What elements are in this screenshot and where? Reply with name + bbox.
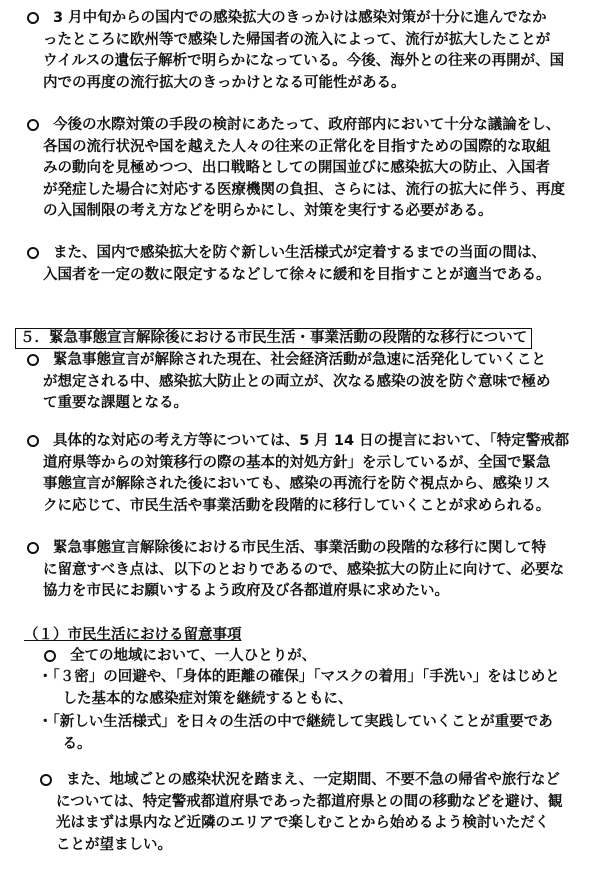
paragraph-line: 入国者を一定の数に限定するなどして徐々に緩和を目指すことが適当である。 (43, 266, 551, 283)
circle-bullet-icon (27, 247, 39, 259)
circle-bullet-icon (27, 542, 39, 554)
dash-list-line: ・「新しい生活様式」を日々の生活の中で継続して実践していくことが重要であ (38, 714, 553, 730)
paragraph-line: ウイルスの遺伝子解析で明らかになっている。今後、海外との往来の再開が、国 (43, 53, 565, 69)
section-5-paragraph-3 (27, 538, 564, 603)
paragraph-line: ことが望ましい。 (56, 836, 172, 853)
paragraph-line: また、地域ごとの感染状況を踏まえ、一定期間、不要不急の帰省や旅行など (66, 772, 560, 788)
section-5-paragraph-2 (27, 431, 569, 517)
paragraph-line: 内での再度の流行拡大のきっかけとなる可能性がある。 (43, 74, 406, 91)
paragraph-1 (27, 8, 564, 94)
paragraph-line: 今後の水際対策の手段の検討にあたって、政府部内において十分な議論をし、 (53, 117, 561, 133)
circle-bullet-icon (27, 435, 39, 447)
paragraph-line: 3 月中旬からの国内での感染拡大のきっかけは感染対策が十分に進んでなか (53, 10, 547, 26)
paragraph-line: ったところに欧州等で感染した帰国者の流入によって、流行が拡大したことが (43, 31, 551, 48)
paragraph-line: 道府県等からの対策移行の際の基本的対処方針」を示しているが、全国で緊急 (43, 454, 551, 471)
paragraph-line: クに応じて、市民生活や事業活動を段階的に移行していくことが求められる。 (43, 497, 551, 514)
circle-bullet-icon (40, 774, 52, 786)
section-5-heading: ５．緊急事態宣言解除後における市民生活・事業活動の段階的な移行について (15, 328, 532, 349)
paragraph-line: に留意すべき点は、以下のとおりであるので、感染拡大の防止に向けて、必要な (43, 561, 565, 578)
section-5-paragraph-1 (27, 350, 551, 415)
subsection-1-heading: （１）市民生活における留意事項 (24, 627, 242, 643)
paragraph-line: 各国の流行状況や国を越えた人々の往来の正常化を目指すための国際的な取組 (43, 138, 551, 155)
paragraph-line: 緊急事態宣言が解除された現在、社会経済活動が急速に活発化していくこと (53, 352, 546, 368)
circle-bullet-icon (27, 119, 39, 131)
circle-bullet-icon (27, 12, 39, 24)
paragraph-line: 緊急事態宣言解除後における市民生活、事業活動の段階的な移行に関して特 (53, 540, 546, 556)
paragraph-line: が発症した場合に対応する医療機関の負担、さらには、流行の拡大に伴う、再度 (43, 181, 565, 198)
dash-list (38, 667, 560, 755)
subsection-1-paragraph (40, 770, 562, 856)
paragraph-line: 光はまずは県内など近隣のエリアで楽しむことから始めるよう検討いただく (56, 815, 550, 831)
paragraph-line: が想定される中、感染拡大防止との両立が、次なる感染の波を防ぐ意味で極め (43, 373, 551, 390)
circle-bullet-icon (44, 650, 56, 662)
circle-bullet-icon (27, 354, 39, 366)
dash-list-line: る。 (48, 735, 92, 752)
paragraph-line: みの動向を見極めつつ、出口戦略としての開国並びに感染拡大の防止、入国者 (43, 160, 550, 176)
paragraph-line: については、特定警戒都道府県であった都道府県との間の移動などを避け、観 (56, 793, 563, 810)
dash-list-line: した基本的な感染症対策を継続するともに、 (48, 690, 353, 707)
subsection-1-intro (44, 646, 316, 668)
paragraph-2 (27, 115, 565, 223)
paragraph-line: の入国制限の考え方などを明らかにし、対策を実行する必要がある。 (43, 203, 493, 219)
paragraph-3 (27, 243, 551, 286)
paragraph-line: 協力を市民にお願いするよう政府及び各都道府県に求めたい。 (43, 583, 449, 599)
paragraph-line: また、国内で感染拡大を防ぐ新しい生活様式が定着するまでの当面の間は、 (53, 245, 546, 261)
paragraph-line: 事態宣言が解除された後においても、感染の再流行を防ぐ視点から、感染リス (43, 476, 551, 492)
paragraph-line: 具体的な対応の考え方等については、5 月 14 日の提言において、「特定警戒都 (53, 433, 570, 449)
dash-list-line: ・「３密」の回避や、「身体的距離の確保」「マスクの着用」「手洗い」をはじめと (38, 669, 560, 685)
intro-line: 全ての地域において、一人ひとりが、 (70, 648, 317, 664)
paragraph-line: て重要な課題となる。 (43, 395, 188, 411)
